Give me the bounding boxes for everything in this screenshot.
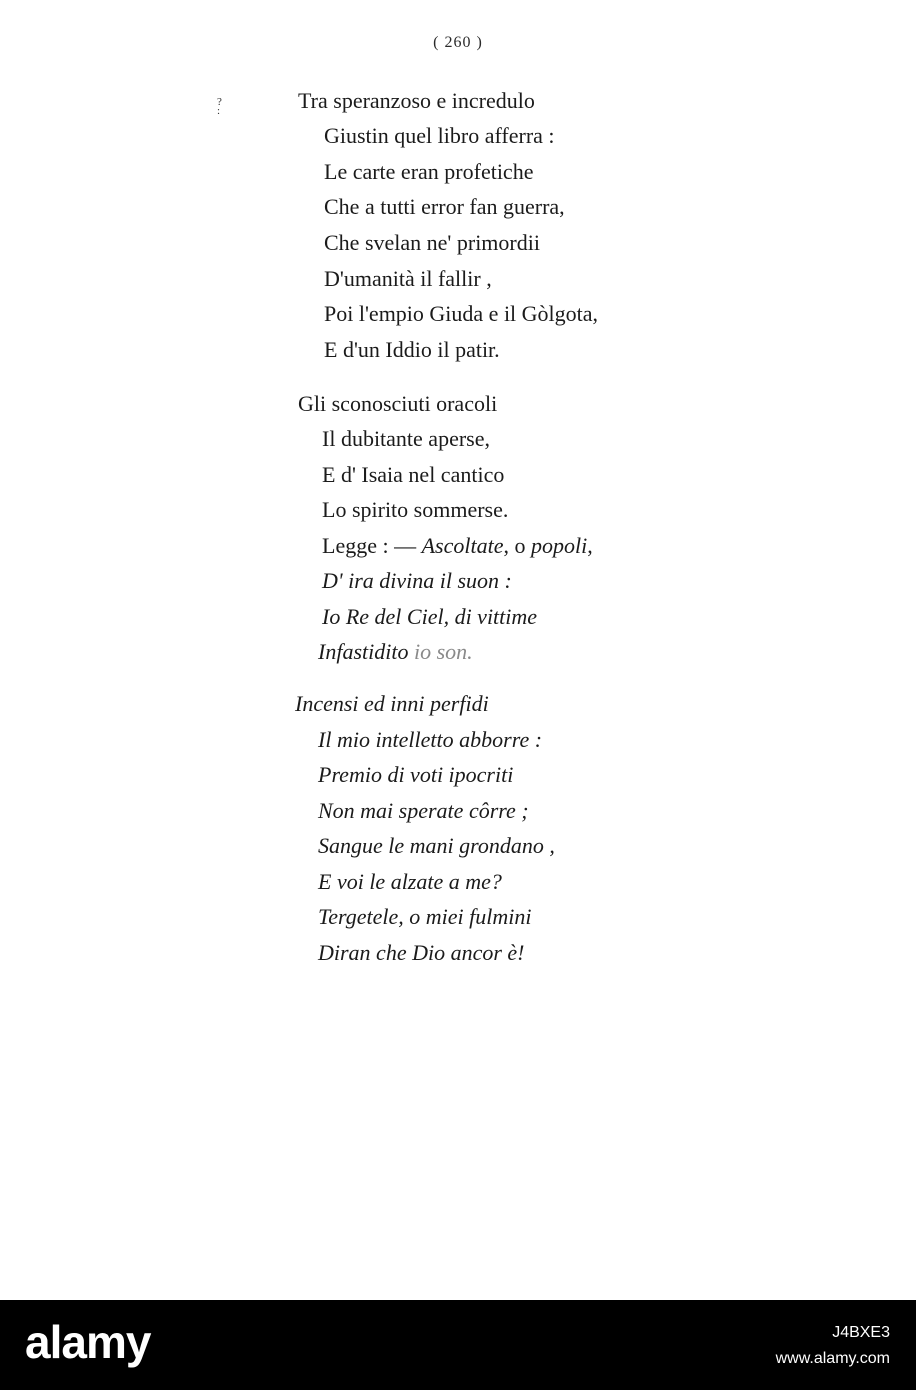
poem-line: Poi l'empio Giuda e il Gòlgota, [324, 301, 599, 326]
poem-line: Il mio intelletto abborre : [318, 727, 543, 752]
poem-line: Incensi ed inni perfidi [295, 691, 489, 716]
watermark-footer [0, 1300, 916, 1390]
poem-line-roman: , o [503, 533, 531, 558]
margin-mark-glyph: ? : [217, 96, 222, 117]
poem-line: Lo spirito sommerse. [322, 497, 509, 522]
poem-line-italic: popoli [530, 533, 588, 558]
poem-line-italic: Infastidito [318, 639, 409, 664]
poem-line: Io Re del Ciel, di vittime [322, 604, 538, 629]
poem-line: Tergetele, o miei fulmini [318, 904, 532, 929]
poem-line: Giustin quel libro afferra : [324, 123, 555, 148]
poem-line: Tra speranzoso e incredulo [298, 88, 535, 113]
poem-line: Sangue le mani grondano , [318, 833, 555, 858]
site-url: www.alamy.com [775, 1350, 890, 1367]
poem-line: Gli sconosciuti oracoli [298, 391, 498, 416]
poem-line-italic: Ascoltate [421, 533, 504, 558]
image-id: J4BXE3 [832, 1324, 890, 1341]
margin-mark [217, 98, 222, 116]
poem-line: E d' Isaia nel cantico [322, 462, 505, 487]
poem-line: D'umanità il fallir , [324, 266, 492, 291]
poem-line: E d'un Iddio il patir. [324, 337, 500, 362]
poem-line: Premio di voti ipocriti [318, 762, 514, 787]
page-number: ( 260 ) [433, 34, 483, 51]
footer-info [776, 1320, 890, 1372]
poem-line: Le carte eran profetiche [324, 159, 534, 184]
poem-line-faded: io son. [408, 639, 473, 664]
poem-line: Che svelan ne' primordii [324, 230, 540, 255]
poem-line: E voi le alzate a me? [318, 869, 502, 894]
poem-line: Che a tutti error fan guerra, [324, 194, 565, 219]
poem-line: D' ira divina il suon : [322, 568, 512, 593]
alamy-logo: alamy [25, 1316, 151, 1368]
poem-line: Non mai sperate côrre ; [318, 798, 529, 823]
poem-line-roman: , [587, 533, 593, 558]
poem-line [322, 531, 593, 561]
poem-line [318, 637, 473, 667]
poem-line: Diran che Dio ancor è! [318, 940, 525, 965]
poem-line: Il dubitante aperse, [322, 426, 490, 451]
poem-line-roman: Legge : — [322, 533, 422, 558]
